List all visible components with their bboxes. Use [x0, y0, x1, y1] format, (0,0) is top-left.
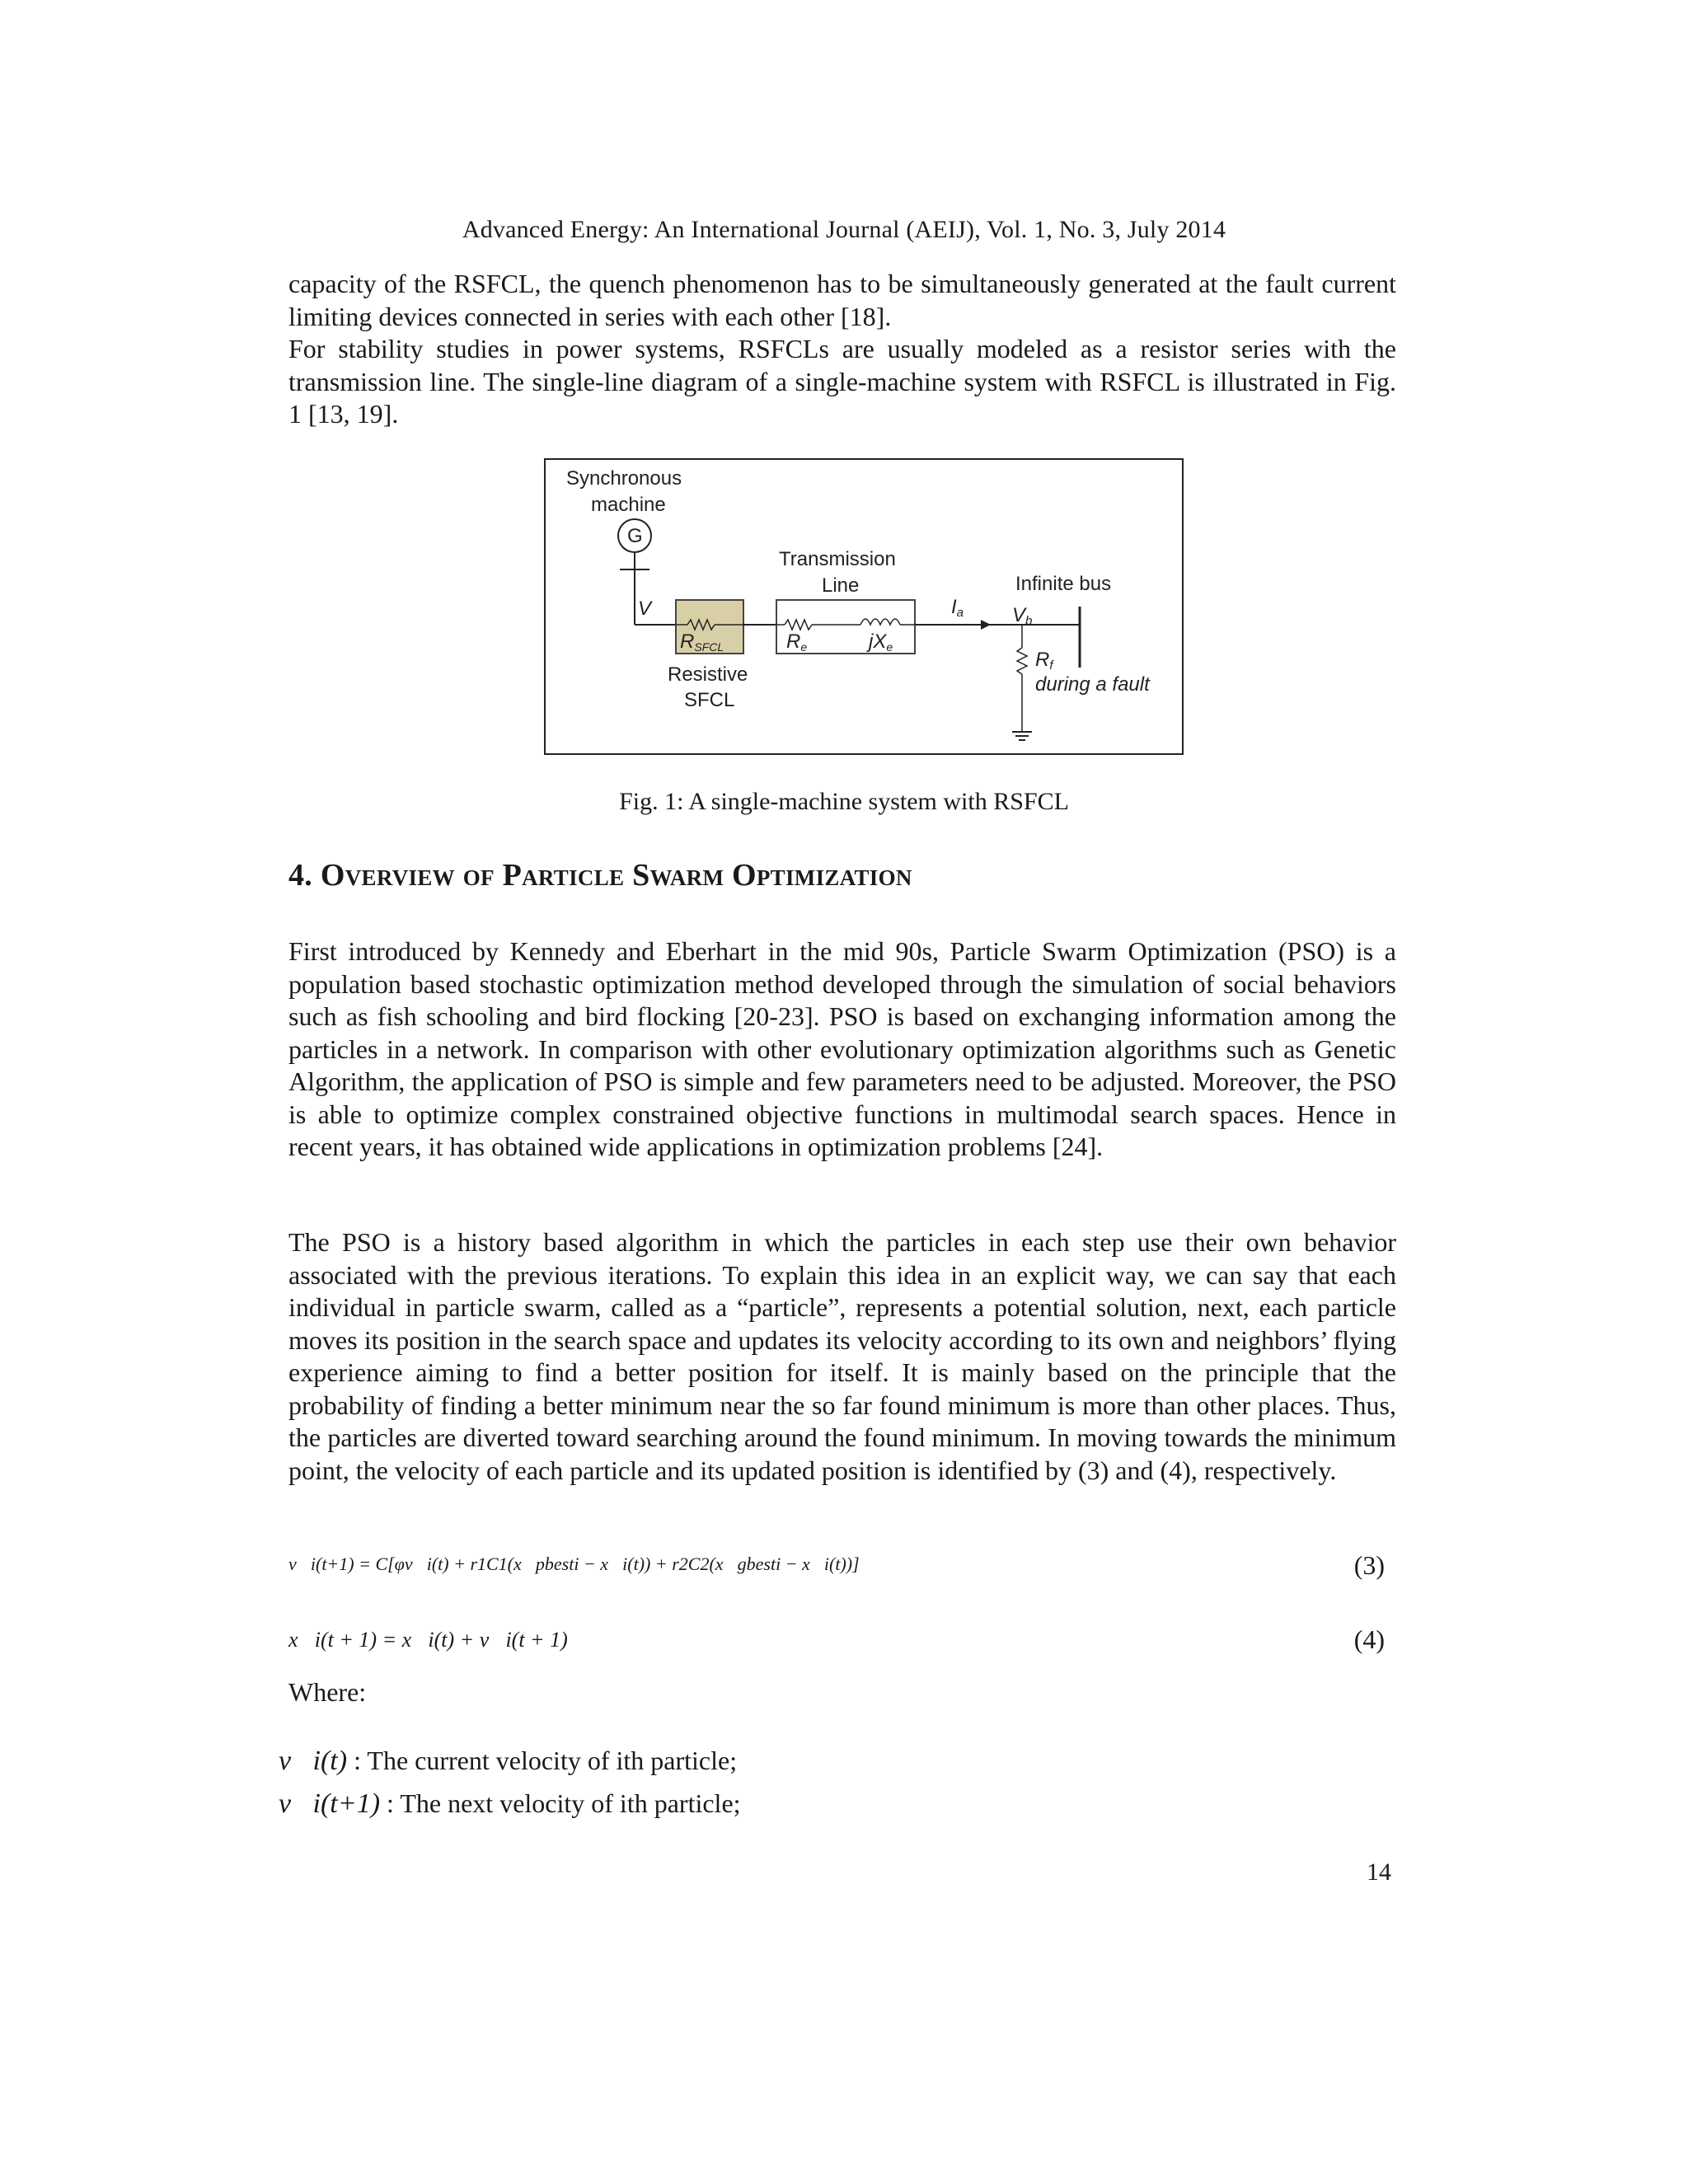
figure-caption: Fig. 1: A single-machine system with RSFCL: [619, 788, 1069, 815]
intro-paragraph-2: For stability studies in power systems, RSFCLs are usually modeled as a resistor series with the transmission line. The single-line diagram of a single-machine system with RSFCL is illustrated in Fig. 1 [13, 19].: [288, 334, 1396, 429]
ia-symbol: Ia: [951, 596, 964, 620]
equation-3-expression: v⃗i(t+1) = C[φv⃗i(t) + r1C1(x⃗pbesti − x⃗i(t)) + r2C2(x⃗gbesti − x⃗i(t))]: [288, 1554, 860, 1574]
intro-paragraph-1: capacity of the RSFCL, the quench phenomenon has to be simultaneously generated at the fault current limiting devices connected in series with each other [18].: [288, 269, 1396, 331]
v-label: V: [638, 598, 652, 620]
body-paragraph-1: [288, 935, 1396, 1164]
equation-4: [288, 1624, 1385, 1654]
equation-3-number: (3): [1353, 1550, 1385, 1580]
sfcl-label: SFCL: [684, 689, 735, 711]
re-symbol: Re: [786, 630, 808, 654]
definition-symbol: v⃗i(t+1): [279, 1788, 381, 1819]
body-paragraph-2: [288, 1226, 1396, 1487]
equation-4-expression: x⃗i(t + 1) = x⃗i(t) + v⃗i(t + 1): [288, 1628, 568, 1652]
vb-symbol: Vb: [1012, 604, 1033, 628]
jxe-inductor-icon: [860, 619, 900, 625]
running-header: Advanced Energy: An International Journal (AEIJ), Vol. 1, No. 3, July 2014: [462, 216, 1226, 243]
rf-symbol: Rf: [1035, 649, 1053, 673]
definition-item: [279, 1746, 737, 1777]
generator-label: G: [627, 525, 643, 547]
during-fault-label: during a fault: [1035, 673, 1150, 696]
line-label: Line: [822, 574, 860, 597]
single-line-diagram: [546, 460, 1185, 757]
machine-label: machine: [591, 494, 666, 516]
section-heading: 4. Overview of Particle Swarm Optimization: [288, 858, 912, 893]
re-resistor-icon: [785, 620, 812, 630]
definition-text: : The next velocity of ith particle;: [380, 1788, 741, 1818]
body-paragraph-2-text: The PSO is a history based algorithm in which the particles in each step use their own behavior associated with the previous iterations. To explain this idea in an explicit way, we can say that each individual in particle swarm, called as a “particle”, represents a potential solution, next, each particle moves its position in the search space and updates its velocity according to its own and neighbors’ flying experience aiming to find a better position for itself. It is mainly based on the principle that the probability of finding a better minimum near the so far found minimum is more than other places. Thus, the particles are diverted toward searching around the found minimum. In moving towards the minimum point, the velocity of each particle and its updated position is identified by (3) and (4), respectively.: [288, 1227, 1396, 1485]
intro-text: [288, 268, 1396, 431]
figure-circuit-diagram: [544, 458, 1184, 755]
synchronous-label: Synchronous: [566, 467, 682, 490]
infinite-bus-label: Infinite bus: [1015, 573, 1112, 595]
equation-4-number: (4): [1353, 1624, 1385, 1654]
rf-resistor-icon: [1017, 648, 1027, 674]
equation-3: [288, 1550, 1385, 1580]
definition-text: : The current velocity of ith particle;: [347, 1746, 738, 1775]
body-paragraph-1-text: First introduced by Kennedy and Eberhart in the mid 90s, Particle Swarm Optimization (PSO) is a population based stochastic optimization method developed through the simulation of social behaviors such as fish schooling and bird flocking [20-23]. PSO is based on exchanging information among the particles in a network. In comparison with other evolutionary optimization algorithms such as Genetic Algorithm, the application of PSO is simple and few parameters need to be adjusted. Moreover, the PSO is able to optimize complex constrained objective functions in multimodal search spaces. Hence in recent years, it has obtained wide applications in optimization problems [24].: [288, 936, 1396, 1161]
definition-symbol: v⃗i(t): [279, 1746, 348, 1776]
jxe-symbol: jXe: [869, 630, 893, 654]
current-arrow-icon: [981, 620, 991, 630]
definition-item: [279, 1788, 741, 1820]
page-number: 14: [1367, 1858, 1391, 1886]
where-label: Where:: [288, 1677, 367, 1707]
resistive-label: Resistive: [668, 663, 748, 686]
rsfcl-symbol: RSFCL: [680, 630, 724, 654]
transmission-label: Transmission: [779, 548, 896, 570]
